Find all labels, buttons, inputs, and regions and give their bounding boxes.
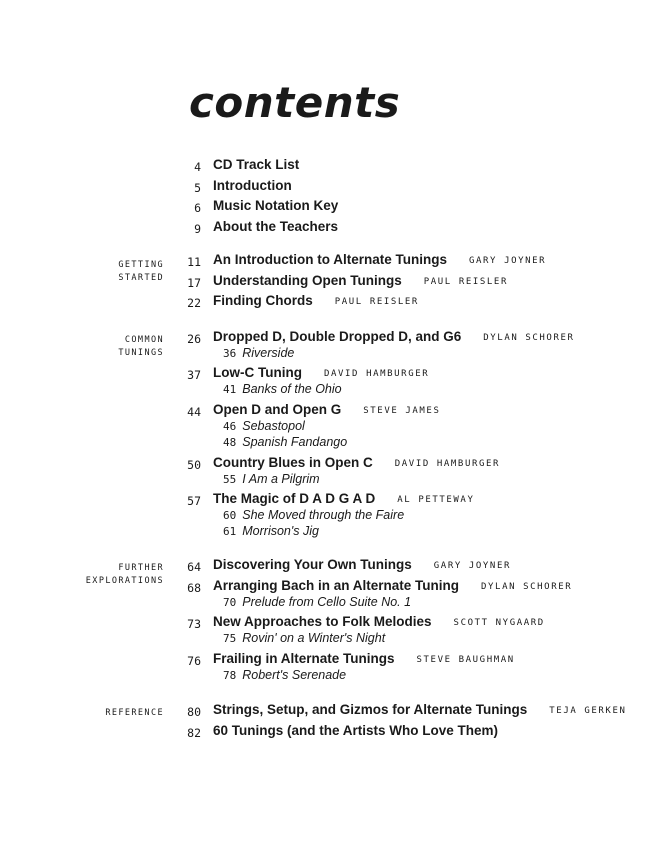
author: GARY JOYNER bbox=[433, 561, 511, 571]
page-number: 22 bbox=[187, 296, 201, 310]
entry-title: Discovering Your Own Tunings GARY JOYNER bbox=[213, 557, 511, 572]
author: DYLAN SCHORER bbox=[483, 333, 575, 343]
section-label-line: EXPLORATIONS bbox=[85, 576, 164, 586]
section-label-line: TUNINGS bbox=[118, 348, 164, 358]
section-label-line: GETTING bbox=[118, 260, 164, 270]
page-number: 26 bbox=[187, 332, 201, 346]
song-entry[interactable] bbox=[0, 381, 648, 401]
page-number: 82 bbox=[187, 726, 201, 740]
page-number: 80 bbox=[187, 705, 201, 719]
song-title: 41 Banks of the Ohio bbox=[223, 382, 342, 396]
song-title: 78 Robert's Serenade bbox=[223, 668, 347, 682]
author: AL PETTEWAY bbox=[397, 495, 475, 505]
page-number: 41 bbox=[223, 383, 237, 396]
toc-entry[interactable] bbox=[0, 219, 648, 239]
song-entry[interactable] bbox=[0, 471, 648, 491]
toc-entry[interactable] bbox=[0, 293, 648, 313]
entry-title: New Approaches to Folk Melodies SCOTT NYGAARD bbox=[213, 614, 545, 629]
entry-title: Finding Chords PAUL REISLER bbox=[213, 293, 419, 308]
author: TEJA GERKEN bbox=[549, 706, 627, 716]
author: STEVE JAMES bbox=[363, 406, 441, 416]
song-title: 48 Spanish Fandango bbox=[223, 435, 348, 449]
page-number: 48 bbox=[223, 436, 237, 449]
entry-title: Country Blues in Open C DAVID HAMBURGER bbox=[213, 455, 501, 470]
song-entry[interactable] bbox=[0, 630, 648, 650]
entry-title: CD Track List bbox=[213, 157, 300, 172]
song-entry[interactable] bbox=[0, 345, 648, 365]
entry-title: Dropped D, Double Dropped D, and G6 DYLAN SCHORER bbox=[213, 329, 575, 344]
entry-title: Understanding Open Tunings PAUL REISLER bbox=[213, 273, 508, 288]
page-number: 75 bbox=[223, 632, 237, 645]
author: STEVE BAUGHMAN bbox=[416, 655, 515, 665]
entry-title: Introduction bbox=[213, 178, 292, 193]
toc-entry[interactable] bbox=[0, 723, 648, 743]
page-number: 37 bbox=[187, 368, 201, 382]
song-title: 55 I Am a Pilgrim bbox=[223, 472, 320, 486]
page-number: 46 bbox=[223, 420, 237, 433]
toc-entry[interactable] bbox=[0, 157, 648, 177]
entry-title: About the Teachers bbox=[213, 219, 339, 234]
page-number: 55 bbox=[223, 473, 237, 486]
page-number: 60 bbox=[223, 509, 237, 522]
song-title: 61 Morrison's Jig bbox=[223, 524, 319, 538]
song-title: 75 Rovin' on a Winter's Night bbox=[223, 631, 386, 645]
section-label-line: REFERENCE bbox=[105, 708, 164, 718]
page-number: 70 bbox=[223, 596, 237, 609]
author: DAVID HAMBURGER bbox=[323, 369, 430, 379]
entry-title: Open D and Open G STEVE JAMES bbox=[213, 402, 441, 417]
toc-entry[interactable] bbox=[0, 702, 648, 722]
section-label-line: FURTHER bbox=[118, 563, 164, 573]
song-entry[interactable] bbox=[0, 523, 648, 543]
page-number: 36 bbox=[223, 347, 237, 360]
toc-entry[interactable] bbox=[0, 273, 648, 293]
page-number: 17 bbox=[187, 276, 201, 290]
author: PAUL REISLER bbox=[423, 277, 508, 287]
page-number: 57 bbox=[187, 494, 201, 508]
author: GARY JOYNER bbox=[468, 256, 547, 266]
author: DAVID HAMBURGER bbox=[394, 459, 501, 469]
entry-title: Music Notation Key bbox=[213, 198, 339, 213]
author: DYLAN SCHORER bbox=[481, 582, 573, 592]
entry-title: Arranging Bach in an Alternate Tuning DYLAN SCHORER bbox=[213, 578, 573, 593]
toc-entry[interactable] bbox=[0, 178, 648, 198]
entry-title: An Introduction to Alternate Tunings GARY JOYNER bbox=[213, 252, 547, 267]
toc-entry[interactable] bbox=[0, 557, 648, 577]
page-number: 64 bbox=[187, 560, 201, 574]
page-number: 76 bbox=[187, 654, 201, 668]
song-entry[interactable] bbox=[0, 667, 648, 687]
page-number: 6 bbox=[194, 201, 201, 215]
song-title: 60 She Moved through the Faire bbox=[223, 508, 405, 522]
page-title: contents bbox=[189, 78, 401, 127]
page-number: 50 bbox=[187, 458, 201, 472]
page-number: 61 bbox=[223, 525, 237, 538]
author: SCOTT NYGAARD bbox=[453, 618, 545, 628]
page-number: 73 bbox=[187, 617, 201, 631]
page-number: 68 bbox=[187, 581, 201, 595]
entry-title: Strings, Setup, and Gizmos for Alternate Tunings TEJA GERKEN bbox=[213, 702, 627, 717]
toc-entry[interactable] bbox=[0, 252, 648, 272]
song-title: 36 Riverside bbox=[223, 346, 295, 360]
author: PAUL REISLER bbox=[334, 297, 419, 307]
entry-title: Frailing in Alternate Tunings STEVE BAUGHMAN bbox=[213, 651, 515, 666]
page-number: 44 bbox=[187, 405, 201, 419]
page-number: 4 bbox=[194, 160, 201, 174]
toc-entry[interactable] bbox=[0, 198, 648, 218]
song-entry[interactable] bbox=[0, 434, 648, 454]
section-label-line: STARTED bbox=[118, 273, 164, 283]
song-title: 46 Sebastopol bbox=[223, 419, 305, 433]
entry-title: Low-C Tuning DAVID HAMBURGER bbox=[213, 365, 430, 380]
song-entry[interactable] bbox=[0, 594, 648, 614]
page-number: 5 bbox=[194, 181, 201, 195]
page-number: 11 bbox=[187, 255, 201, 269]
entry-title: The Magic of D A D G A D AL PETTEWAY bbox=[213, 491, 475, 506]
page-number: 9 bbox=[194, 222, 201, 236]
song-title: 70 Prelude from Cello Suite No. 1 bbox=[223, 595, 412, 609]
page-number: 78 bbox=[223, 669, 237, 682]
section-label-line: COMMON bbox=[124, 335, 164, 345]
entry-title: 60 Tunings (and the Artists Who Love Them) bbox=[213, 723, 499, 738]
